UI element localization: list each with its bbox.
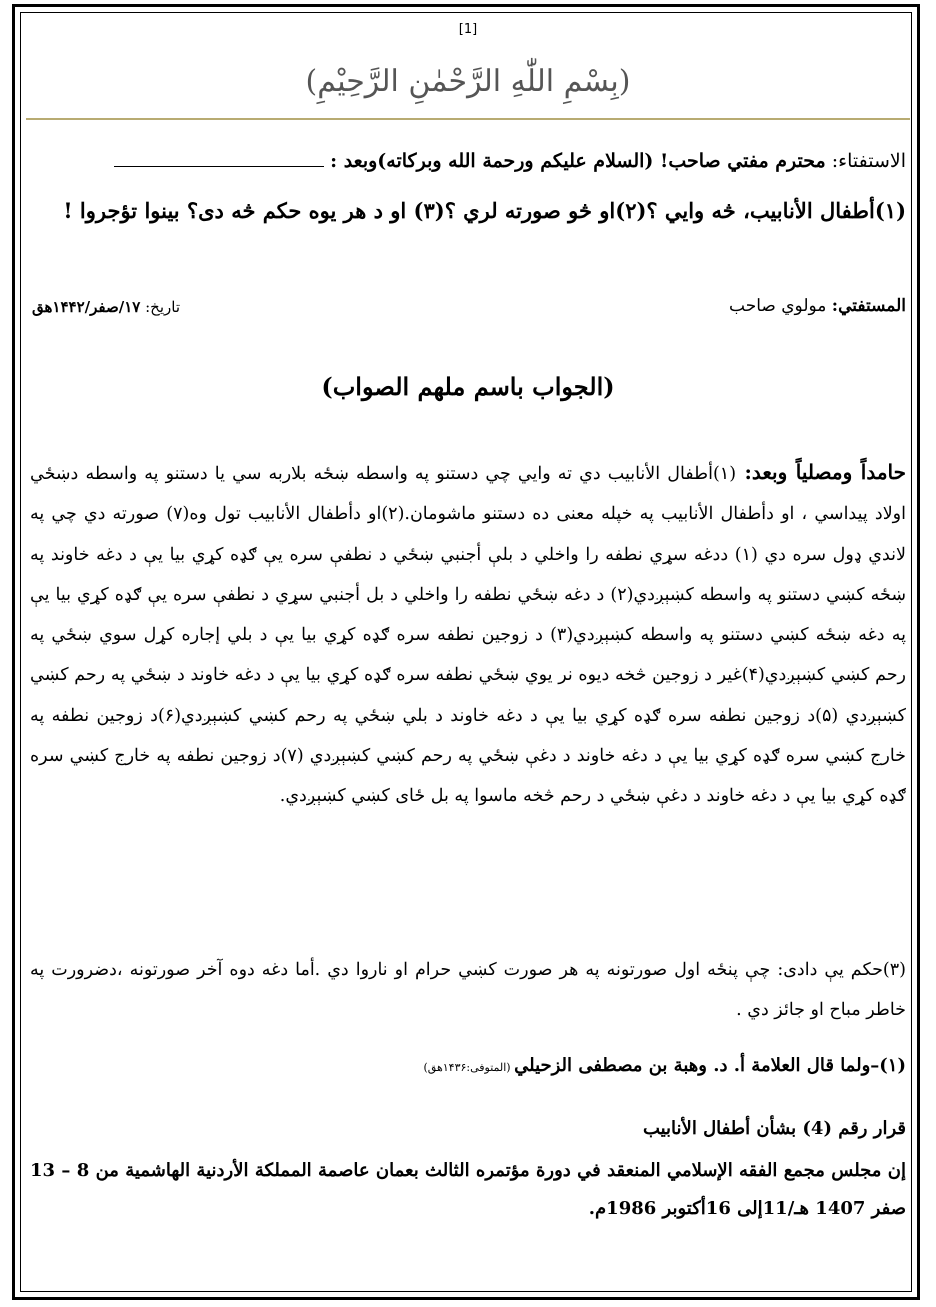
decision-title: قرار رقم (4) بشأن أطفال الأنابيب bbox=[642, 1118, 906, 1139]
decision-body: إن مجلس مجمع الفقه الإسلامي المنعقد في دورة مؤتمره الثالث بعمان عاصمة المملكة الأردنية الهاشمية من 8 – 13 صفر 1407 هـ/11إلى 16أكتوبر 1986م. bbox=[30, 1160, 906, 1219]
answer-body: (۱)أطفال الأنابيب دي ته وايي چي دستنو په واسطه ښځه بلاربه سي يا دستنو په واسطه دښځي اولاد پيداسي ، او دأطفال الأنابيب په خپله معنی ده دستنو ماشومان.(۲)او دأطفال الأنابيب تول وه(۷) صورته دي چي په لاندي ډول سره دي (۱) ددغه سړي نطفه را واخلي د بلې أجنبي ښځي د نطفې سره يې ګډه کړي بيا يې د دغه خاوند په ښځه کښي دستنو په واسطه کښېږدي(۲) د دغه ښځي نطفه را واخلي د بل أجنبي سړي د نطفې سره يې ګډه کړي بيا يې په دغه ښځه کښي دستنو په واسطه کښېږدي(۳) د زوجين نطفه سره ګډه کړي بيا يې د بلي إجاره کړل سوي ښځي په رحم کښي کښېږدي(۴)غير د زوجين څخه ديوه نر يوي ښځي نطفه سره ګډه کړي بيا يې د دغه خاوند د ښځي په رحم کښي کښېږدي (۵)د زوجين نطفه سره ګډه کړي بيا يې د دغه خاوند د بلي ښځي په رحم کښي کښېږدي(۶)د زوجين نطفه په خارج کښي سره ګډه کړي بيا يې د دغه خاوند د دغې ښځي په رحم کښي کښېږدي (۷)د زوجين نطفه په خارج کښي سره ګډه کړي بيا يې د دغه خاوند د دغې ښځي د رحم څخه ماسوا په بل ځای کښي کښېږدي. bbox=[30, 464, 906, 807]
mustafti-line bbox=[729, 296, 906, 316]
mustafti-label: المستفتي: bbox=[831, 296, 906, 316]
ruling-paragraph: (۳)حکم يې دادى: چې پنځه اول صورتونه په هر صورت کښي حرام او ناروا دي .أما دغه دوه آخر صورتونه ،دضرورت په خاطر مباح او جائز دي . bbox=[30, 960, 906, 1020]
question-line: (۱)أطفال الأنابيب، څه وايي ؟(۲)او څو صورته لري ؟(۳) او د هر يوه حکم څه دى؟ بينوا تؤجروا ! bbox=[63, 198, 906, 223]
date-value: ۱۷/صفر/۱۴۴۲هق bbox=[32, 298, 141, 316]
istifta-line bbox=[30, 150, 906, 172]
istifta-text: محترم مفتي صاحب! (السلام عليكم ورحمة الله وبركاته)وبعد : bbox=[330, 150, 826, 172]
basmala-heading: (بِسْمِ اللّٰهِ الرَّحْمٰنِ الرَّحِيْمِ) bbox=[305, 64, 631, 99]
page-number: [1] bbox=[458, 22, 478, 37]
answer-lead: حامداً ومصلياً وبعد: bbox=[736, 460, 906, 484]
istifta-label: الاستفتاء: bbox=[825, 150, 906, 172]
mustafti-name: مولوي صاحب bbox=[729, 296, 832, 316]
citation-text: (۱)–ولما قال العلامة أ. د. وهبة بن مصطفى الزحيلي bbox=[514, 1055, 906, 1076]
blank-line bbox=[114, 166, 324, 167]
answer-heading: (الجواب باسم ملهم الصواب) bbox=[321, 372, 615, 401]
citation-note: (المتوفى:۱۴۳۶هق) bbox=[423, 1061, 515, 1074]
date-label: تاريخ: bbox=[140, 298, 181, 316]
answer-paragraph bbox=[30, 452, 906, 817]
date-line bbox=[32, 298, 180, 316]
header-divider bbox=[26, 118, 910, 120]
citation-line bbox=[423, 1055, 906, 1076]
